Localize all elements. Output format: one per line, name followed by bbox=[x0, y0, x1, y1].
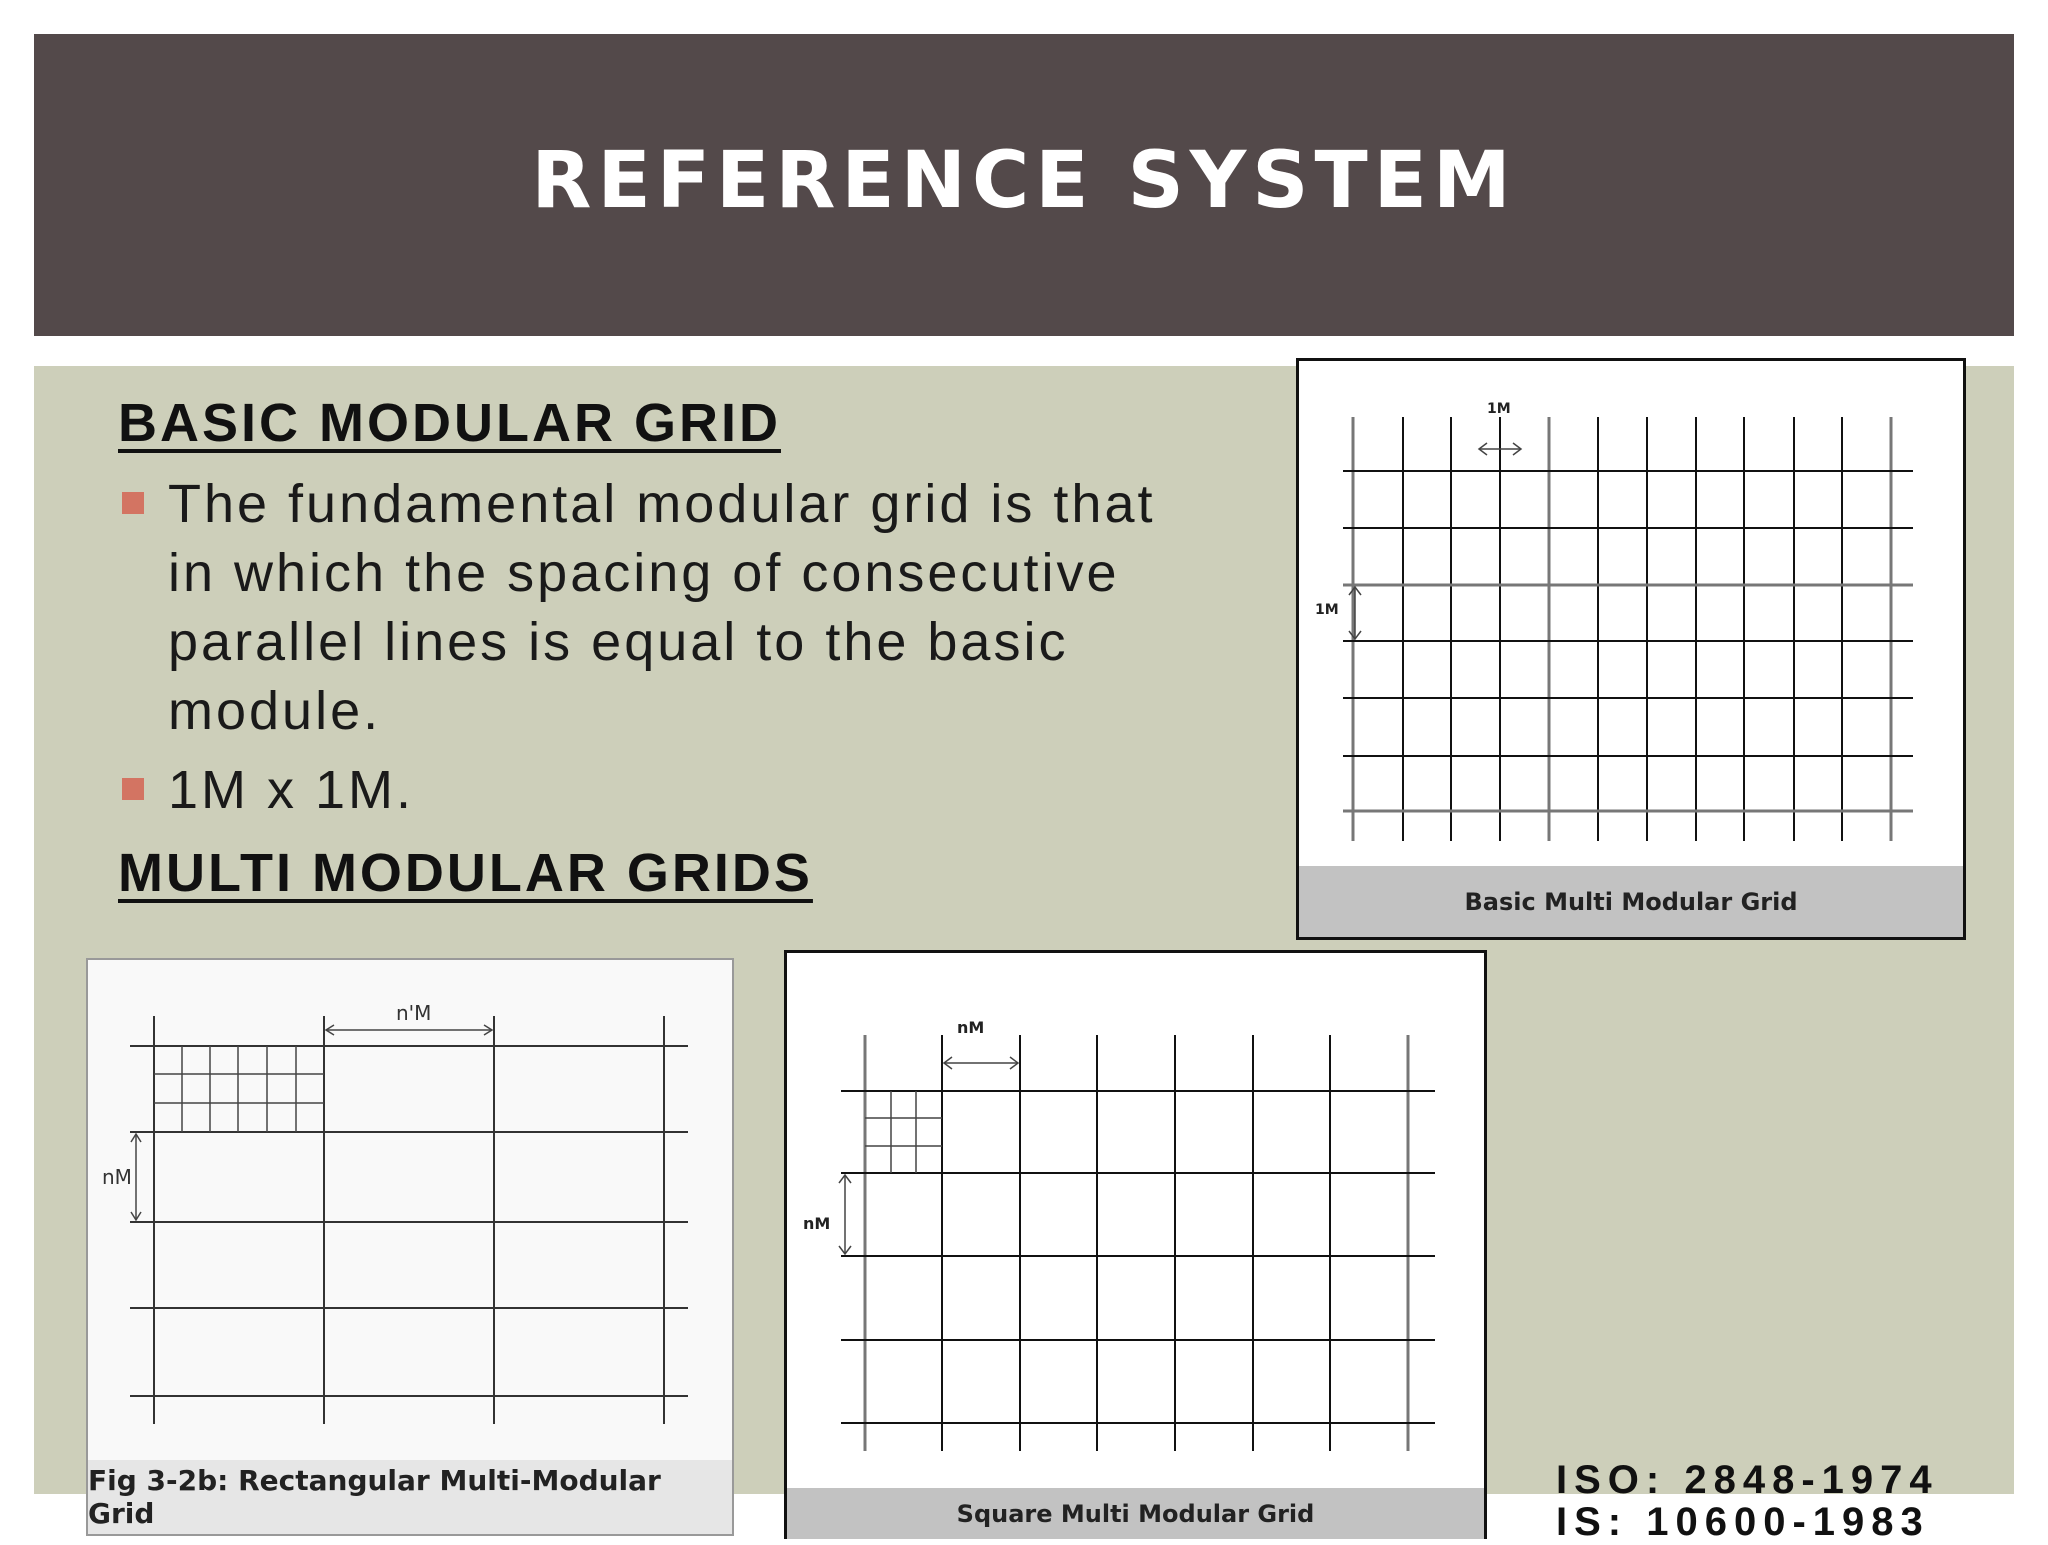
figure-rectangular-grid bbox=[86, 958, 734, 1536]
rect-grid-label-h: n'M bbox=[396, 1001, 432, 1025]
heading-basic-modular-grid: BASIC MODULAR GRID bbox=[118, 393, 781, 453]
standard-is: IS: 10600-1983 bbox=[1556, 1500, 1930, 1544]
rect-grid-label-v: nM bbox=[102, 1165, 132, 1189]
square-grid-label-v: nM bbox=[803, 1214, 831, 1233]
slide-title: REFERENCE SYSTEM bbox=[531, 136, 1517, 226]
bullet-list bbox=[120, 470, 1180, 835]
bullet-item bbox=[120, 756, 1180, 825]
rectangular-grid-diagram bbox=[88, 960, 732, 1460]
title-bar bbox=[34, 34, 2014, 336]
square-grid-caption: Square Multi Modular Grid bbox=[787, 1488, 1484, 1539]
square-grid-label-h: nM bbox=[957, 1018, 985, 1037]
figure-square-grid bbox=[784, 950, 1487, 1539]
standard-iso: ISO: 2848-1974 bbox=[1556, 1458, 1939, 1502]
bullet-square-icon bbox=[122, 492, 144, 514]
basic-grid-label-h: 1M bbox=[1487, 401, 1511, 417]
square-grid-diagram bbox=[787, 953, 1484, 1488]
basic-grid-label-v: 1M bbox=[1315, 602, 1339, 618]
bullet-text: 1M x 1M. bbox=[168, 760, 415, 820]
bullet-text: The fundamental modular grid is that in which the spacing of consecutive parallel lines is equal to the basic module. bbox=[168, 474, 1156, 741]
bullet-square-icon bbox=[122, 778, 144, 800]
basic-grid-caption: Basic Multi Modular Grid bbox=[1299, 866, 1963, 937]
bullet-item bbox=[120, 470, 1180, 746]
basic-grid-diagram bbox=[1299, 361, 1963, 866]
rect-grid-caption: Fig 3-2b: Rectangular Multi-Modular Grid bbox=[88, 1460, 732, 1534]
heading-multi-modular-grids: MULTI MODULAR GRIDS bbox=[118, 843, 813, 903]
figure-basic-grid bbox=[1296, 358, 1966, 940]
